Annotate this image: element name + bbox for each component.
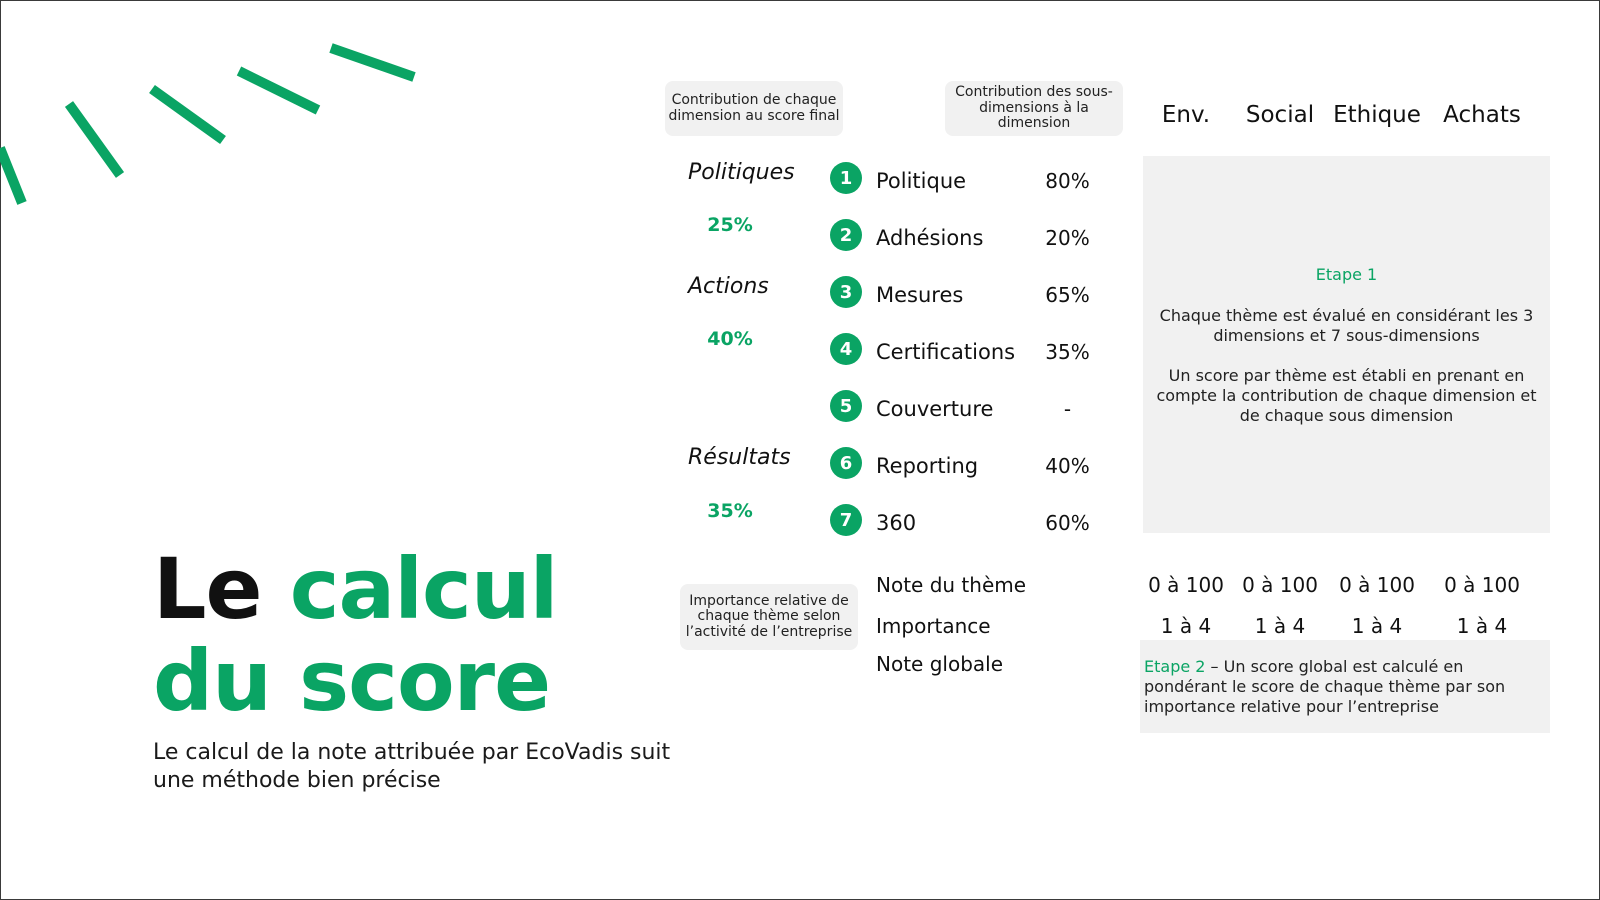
dimension-actions-label: Actions: [688, 274, 769, 299]
theme-header-social: Social: [1245, 102, 1315, 128]
subdimension-percent: -: [1063, 397, 1072, 421]
subdimension-label: Politique: [876, 169, 967, 193]
importance-achats: 1 à 4: [1456, 614, 1508, 638]
subdimension-percent: 35%: [1045, 340, 1090, 364]
step2-text: – Un score global est calculé en pondérant le score de chaque thème par son importance relative pour l’entreprise: [1144, 657, 1506, 716]
theme-score-social: 0 à 100: [1242, 573, 1318, 597]
theme-header-env: Env.: [1161, 102, 1211, 128]
step1-paragraph-1: Chaque thème est évalué en considérant les 3 dimensions et 7 sous-dimensions: [1159, 306, 1534, 345]
subdimension-label: Reporting: [876, 454, 979, 478]
subdimension-number-badge: 5: [830, 390, 862, 422]
importance-env: 1 à 4: [1160, 614, 1212, 638]
step1-panel: [1143, 156, 1550, 533]
subdimension-percent: 65%: [1045, 283, 1090, 307]
step1-title: Etape 1: [1315, 265, 1378, 284]
decorative-strokes: [0, 0, 430, 220]
title-word-le: Le: [153, 540, 262, 638]
subdimension-number-badge: 4: [830, 333, 862, 365]
importance-ethique: 1 à 4: [1351, 614, 1403, 638]
dimension-resultats-percent: 35%: [707, 500, 753, 522]
theme-score-ethique: 0 à 100: [1339, 573, 1415, 597]
subdimension-number-badge: 7: [830, 504, 862, 536]
subdimension-number-badge: 3: [830, 276, 862, 308]
row-label-global-score: Note globale: [876, 652, 1004, 676]
subdimension-label: 360: [876, 511, 917, 535]
title-line-du-score: du score: [153, 632, 551, 730]
subdimension-label: Mesures: [876, 283, 964, 307]
step1-paragraph-2: Un score par thème est établi en prenant en compte la contribution de chaque dimension et de chaque sous dimension: [1156, 366, 1537, 425]
importance-social: 1 à 4: [1254, 614, 1306, 638]
theme-score-achats: 0 à 100: [1444, 573, 1520, 597]
step2-title: Etape 2: [1144, 657, 1206, 676]
note-subdimension-contribution: Contribution des sous-dimensions à la dimension: [945, 81, 1123, 136]
step2-panel: [1140, 640, 1550, 733]
subdimension-number-badge: 1: [830, 162, 862, 194]
subdimension-percent: 20%: [1045, 226, 1090, 250]
subdimension-percent: 80%: [1045, 169, 1090, 193]
subdimension-number-badge: 2: [830, 219, 862, 251]
page-subtitle: Le calcul de la note attribuée par EcoVadis suit une méthode bien précise: [153, 740, 671, 793]
row-label-importance: Importance: [876, 614, 991, 638]
note-relative-importance: Importance relative de chaque thème selon l’activité de l’entreprise: [680, 584, 858, 650]
subdimension-label: Couverture: [876, 397, 994, 421]
theme-score-env: 0 à 100: [1148, 573, 1224, 597]
subdimension-number-badge: 6: [830, 447, 862, 479]
dimension-politiques-percent: 25%: [707, 214, 753, 236]
dimension-resultats-label: Résultats: [688, 445, 791, 470]
theme-header-ethique: Ethique: [1333, 102, 1421, 128]
subdimension-label: Adhésions: [876, 226, 984, 250]
note-dimension-contribution: Contribution de chaque dimension au score final: [665, 81, 843, 136]
subdimension-percent: 60%: [1045, 511, 1090, 535]
page-title: [153, 540, 558, 730]
subdimension-percent: 40%: [1045, 454, 1090, 478]
dimension-actions-percent: 40%: [707, 328, 753, 350]
theme-header-achats: Achats: [1443, 102, 1521, 128]
title-word-calcul: calcul: [289, 540, 558, 638]
row-label-theme-score: Note du thème: [876, 573, 1027, 597]
dimension-politiques-label: Politiques: [688, 160, 795, 185]
subdimension-label: Certifications: [876, 340, 1016, 364]
